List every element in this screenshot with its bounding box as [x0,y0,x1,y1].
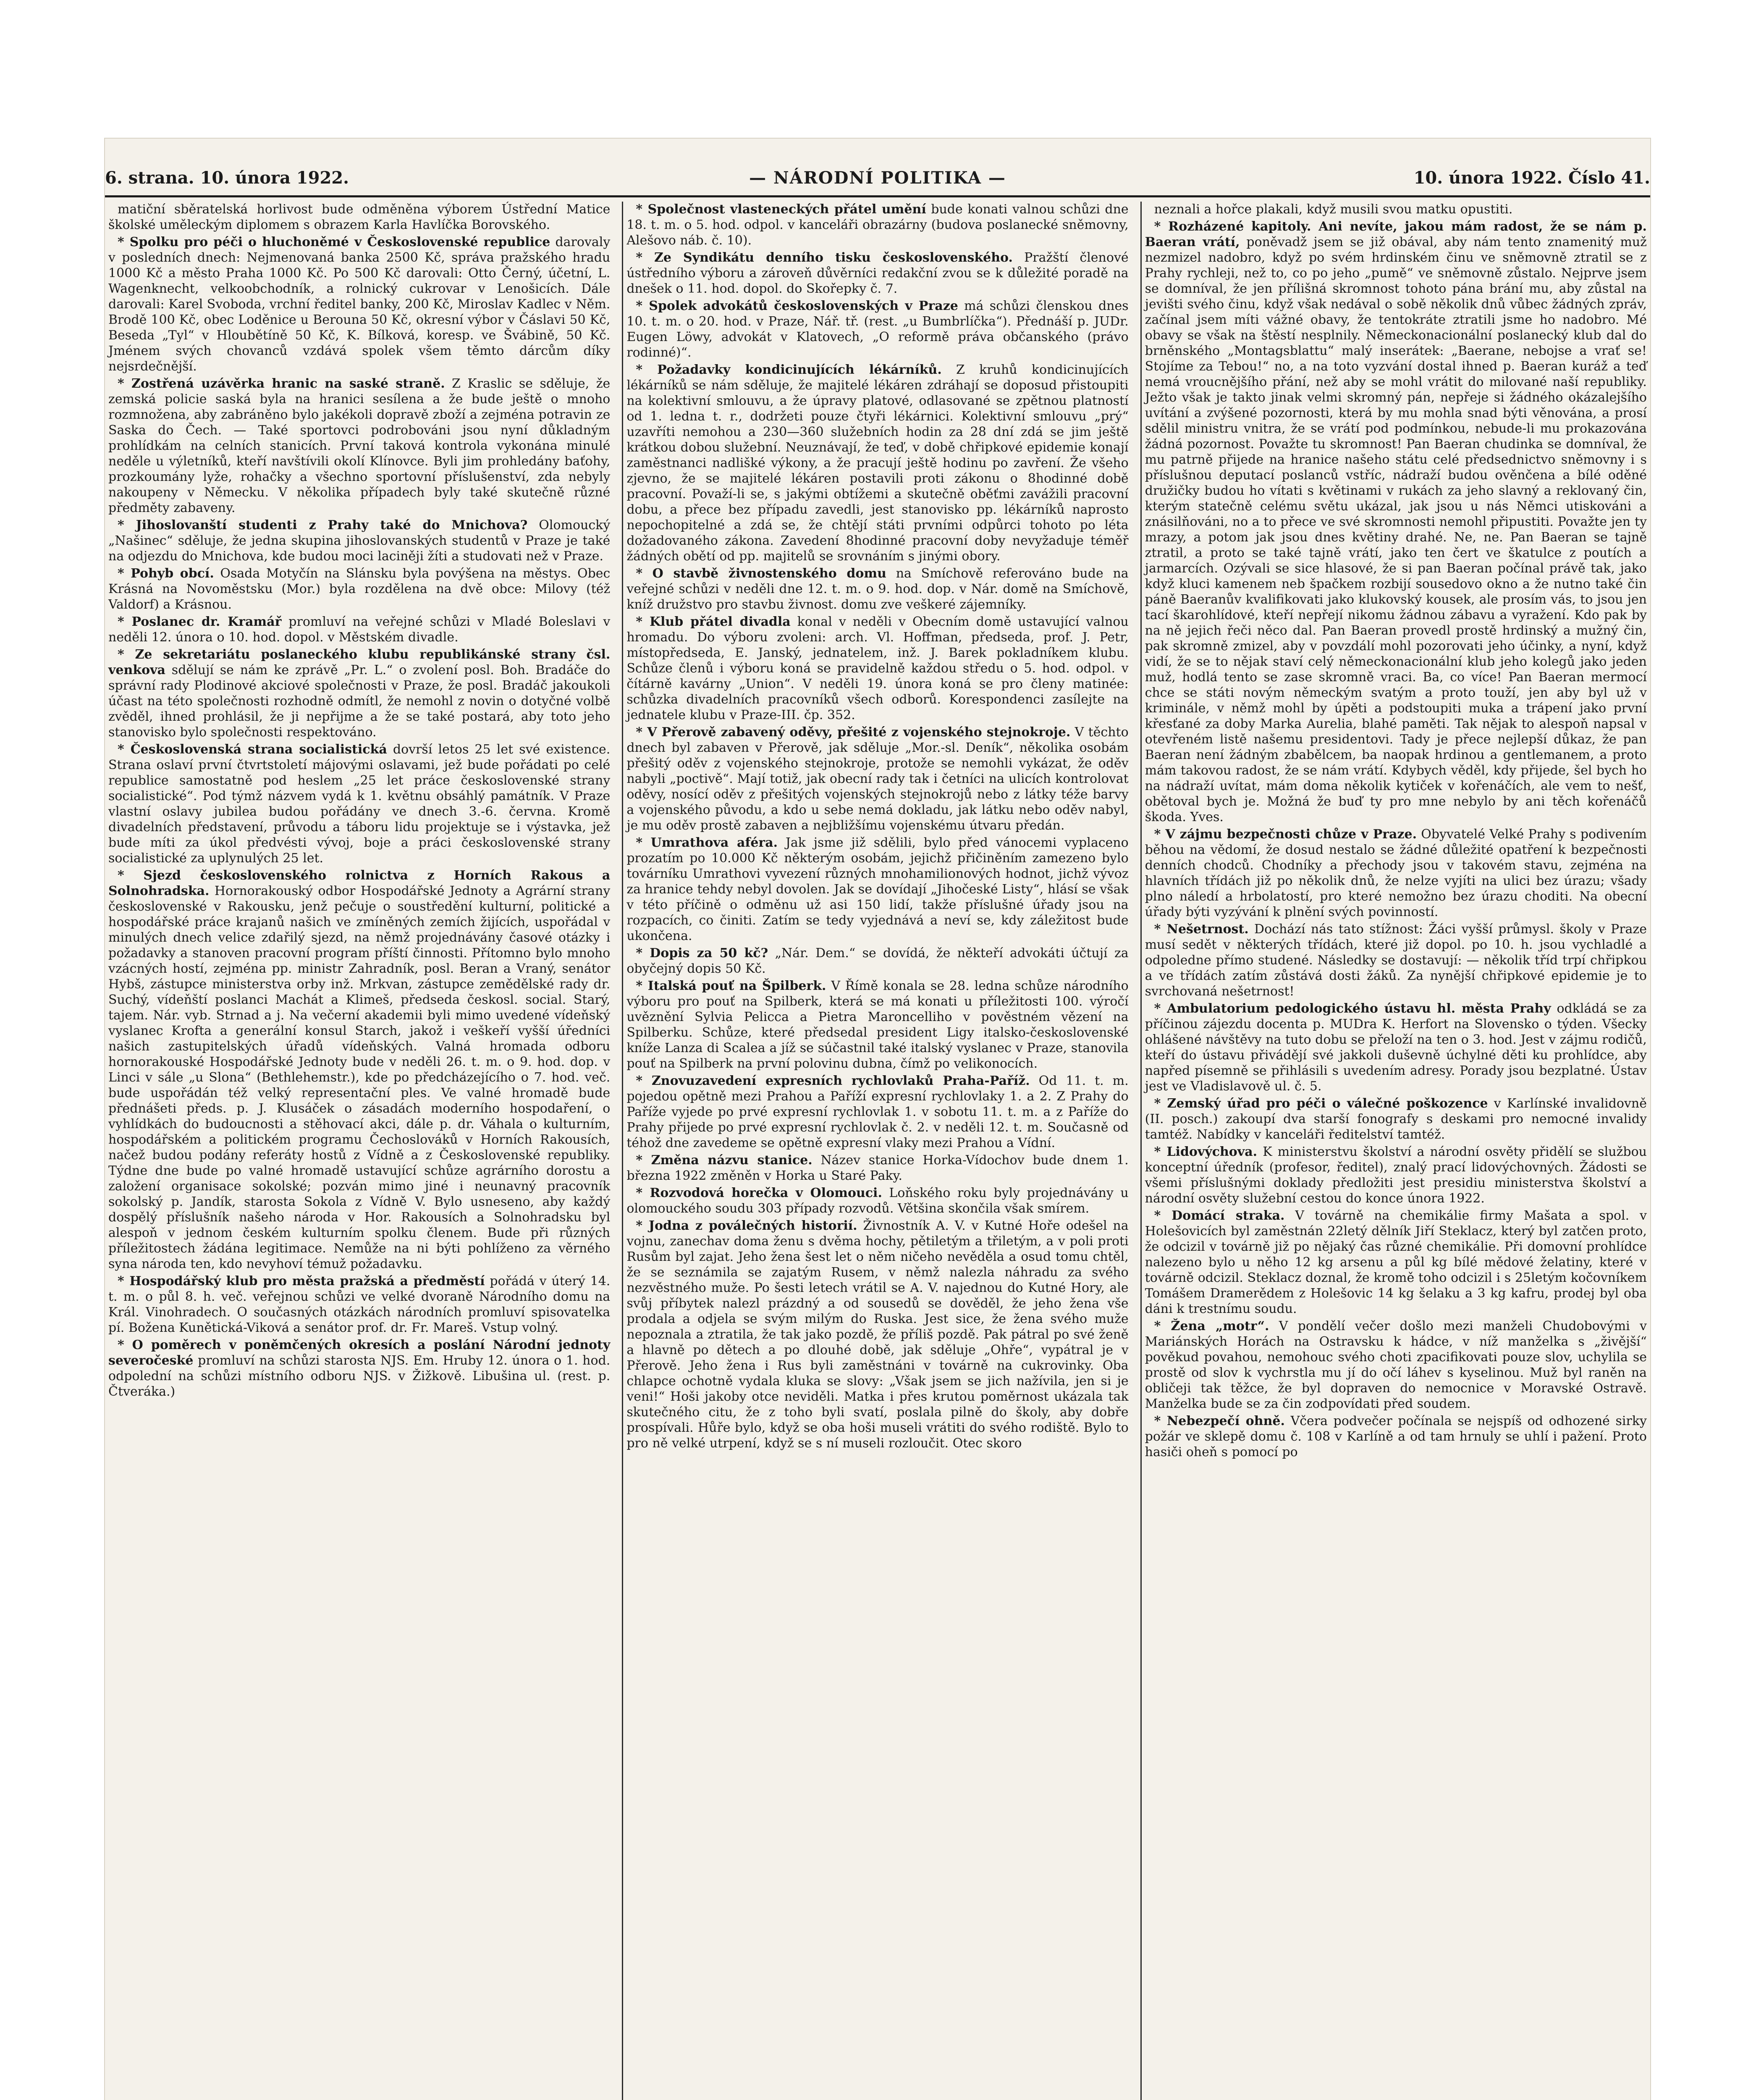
article-paragraph [626,298,1128,360]
article-text: sdělují se nám ke zprávě „Pr. L.“ o zvolení posl. Boh. Bradáče do správní rady Plodinové akciové společnosti v Praze, že posl. Bradáč jakoukoli účast na této společnosti rozhodně odmítl, že nemohl z novin o dotyčné volbě zvěděl, ihned prohlásil, že ji nepřijme a že se také postará, aby toto jeho stanovisko bylo společnosti respektováno. [108,663,611,740]
article-paragraph [626,1185,1128,1216]
article-paragraph [626,945,1128,976]
article-paragraph [626,250,1128,297]
column-3 [1140,202,1650,2100]
article-heading: * Italská pouť na Špilberk. [636,979,826,993]
article-paragraph [626,978,1128,1071]
header-rule [105,195,1650,197]
article-heading: * Spolku pro péči o hluchoněmé v Československé republice [118,235,550,249]
article-heading: * V zájmu bezpečnosti chůze v Praze. [1154,827,1417,842]
article-heading: * Umrathova aféra. [636,835,778,850]
article-heading: * Lidovýchova. [1154,1144,1258,1159]
header-masthead: — NÁRODNÍ POLITIKA — [749,168,1006,188]
article-text: konal v neděli v Obecním domě ustavující valnou hromadu. Do výboru zvoleni: arch. Vl. Hoffman, předseda, prof. J. Petr, místopředseda, E. Janský, jednatelem, inž. J. Barek pokladníkem klubu. Schůze členů i výboru koná se pravidelně každou středu o 5. hod. odpol. v čítárně kavárny „Union“. V neděli 19. února koná se pro členy matinée: schůzka divadelních pracovníků všech odborů. Korespondenci zasílejte na jednatele klubu v Praze-III. čp. 352. [626,614,1129,722]
article-text: pořádá v úterý 14. t. m. o půl 8. h. več. veřejnou schůzi ve velké dvoraně Národního domu na Král. Vinohradech. O současných otázkách národních promluví spisovatelka pí. Božena Kunětická-Viková a senátor prof. dr. Fr. Mareš. Vstup volný. [108,1274,611,1335]
article-text: Od 11. t. m. pojedou opětně mezi Prahou a Paříží expresní rychlovlaky 1. a 2. Z Prahy do Paříže vyjede po prvé expresní rychlovlak 1. v sobotu 11. t. m. a z Paříže do Prahy přijede po prvé expresní rychlovlak č. 2. v neděli 12. t. m. Současně od téhož dne zavedeme se opětně expresní vlaky mezi Prahou a Vídní. [626,1074,1129,1150]
article-text: darovaly v posledních dnech: Nejmenovaná banka 2500 Kč, správa pražského hradu 1000 Kč a město Praha 1000 Kč. Po 500 Kč darovali: Otto Černý, účetní, L. Wagenknecht, velkoobchodník, a rolnický cukrovar v Lenošicích. Dále darovali: Karel Svoboda, vrchní ředitel banky, 200 Kč, Miroslav Kadlec v Něm. Brodě 100 Kč, obec Loděnice u Berouna 50 Kč, okresní výbor v Čáslavi 50 Kč, Beseda „Tyl“ v Hloubětíně 50 Kč, K. Bílková, koresp. ve Švábině, 50 Kč. Jménem svých chovanců vzdává spolek všem těmto dárcům díky nejsrdečnější. [108,235,611,374]
article-paragraph [626,362,1128,564]
article-text: Dochází nás tato stížnost: Žáci vyšší průmysl. školy v Praze musí sedět v některých třídách, které již dopol. po 10. h. jsou vychladlé a odpoledne přímo studené. Následky se dostavují: — několik tříd trpí chřipkou a ve třídách zatím zůstává dosti žáků. Za nynější chřipkové epidemie je to svrchovaná nešetrnost! [1145,922,1647,999]
article-heading: * Domácí straka. [1154,1208,1285,1223]
article-text: dovrší letos 25 let své existence. Strana oslaví první čtvrtstoletí májovými oslavami, jež bude pořádati po celé republice samostatně pod heslem „25 let práce československé strany socialistické“. Pod týmž názvem vydá k 1. květnu obsáhlý památník. V Praze vlastní oslavy jubilea budou pořádány ve dnech 3.-6. června. Kromě divadelních představení, průvodu a táboru lidu projektuje se i výstavka, jež bude míti za úkol předvésti vývoj, boje a práci československé strany socialistické za uplynulých 25 let. [108,742,611,866]
article-text: Z Kraslic se sděluje, že zemská policie saská byla na hranici sesílena a že bude ještě o mnoho rozmnožena, aby zabráněno bylo jakékoli dopravě zboží a zejména potravin ze Saska do Čech. — Také sportovci podrobováni jsou nyní důkladným prohlídkám na celních stanicích. První taková kontrola vykonána minulé neděle u výletníků, kteří navštívili okolí Klínovce. Byli jim prohledány baťohy, prozkoumány lyže, rohačky a všechno sportovní příslušenství, zda nebyly nakoupeny v Německu. V několika případech byly také skutečně různé předměty zabaveny. [108,376,611,515]
article-heading: * O poměrech v poněmčených okresích a poslání Národní jednoty severočeské [108,1338,611,1368]
article-paragraph [108,566,610,612]
article-heading: * Spolek advokátů československých v Praze [636,299,958,313]
article-paragraph [1145,1144,1647,1206]
article-heading: * Rozvodová horečka v Olomouci. [636,1186,882,1200]
article-text: K ministerstvu školství a národní osvěty přidělí se službou konceptní úředník (profesor, ředitel), znalý prací lidovýchovných. Žádosti se všemi příslušnými doklady předložiti jest presidiu ministerstva školství a národní osvěty služební cestou do konce února 1922. [1145,1144,1647,1206]
article-text: matiční sběratelská horlivost bude odměněna výborem Ústřední Matice školské uměleckým diplomem s obrazem Karla Havlíčka Borovského. [108,202,611,232]
article-text: Živnostník A. V. v Kutné Hoře odešel na vojnu, zanechav doma ženu s dvěma hochy, pětiletým a třiletým, a v poli proti Rusům byl zajat. Jeho žena šest let o něm ničeho nevěděla a osud tomu chtěl, že se seznámila se zajatým Rusem, v němž nalezla náhradu za svého nezvěstného muže. Po šesti letech vrátil se A. V. najednou do Kutné Hory, ale svůj příbytek nalezl prázdný a od sousedů se dověděl, že jeho žena vše prodala a odjela se svým milým do Ruska. Jest sice, že žena svého muže nepoznala a ztratila, že tak jako pozdě, že příliš pozdě. Pak pátral po své ženě a hlavně po dětech a po dlouhé době, jak sděluje „Ohře“, vypátral je v Přerově. Jeho žena i Rus byli zaměstnáni v továrně na cukrovinky. Oba chlapce ochotně vydala kluka se slovy: „Však jsem se jich nažívila, jen si je veni!“ Hoši jakoby otce neviděli. Matka i přes krutou poměrnost ukázala tak skutečného citu, že z toho byli svatí, poslala pilně do školy, aby dobře prospívali. Hůře bylo, když se oba hoši museli vrátiti do svého rodiště. Bylo to pro ně velké utrpení, když se s ní museli rozloučit. Otec skoro [626,1218,1129,1451]
article-heading: * Ze sekretariátu poslaneckého klubu republikánské strany čsl. venkova [108,647,611,677]
article-paragraph [108,742,610,866]
article-heading: * Jodna z poválečných historií. [636,1218,857,1233]
article-text: Z kruhů kondicinujících lékárníků se nám sděluje, že majitelé lékáren zdráhají se doposud přistoupiti na kolektivní smlouvu, a že úpravy platové, odlasované se zpětnou platností od 1. ledna t. r., dodržeti pouze čtyři lékárnici. Kolektivní smlouvu „prý“ uzavříti nemohou a 230—360 služebních hodin za 28 dní zdá se jim ještě krátkou dobou služební. Neuznávají, že teď, v době chřipkové epidemie konají zaměstnanci nadlišké výkony, a že pracují ještě hodinu po zavření. Že všeho zjevno, že se majitelé lékáren postavili proti zákonu o 8hodinné době pracovní. Považí-li se, s jakými obtížemi a skutečně oběťmi zavážili pracovní dobu, a přece bez případu zavedli, jest stanovisko pp. lékárníků naprosto nepochopitelné a zdá se, že chtějí státi prvními odpůrci tohoto po léta dožadovaného zákona. Zavedení 8hodinné pracovní doby nevyžaduje téměř žádných obětí od pp. majitelů se srovnáním s jinými obory. [626,362,1129,564]
article-paragraph [1145,921,1647,999]
article-paragraph [108,1337,610,1399]
article-text: promluví na schůzi starosta NJS. Em. Hruby 12. února o 1. hod. odpolední na schůzi místního odboru NJS. v Žižkově. Libušina ul. (rest. p. Čtveráka.) [108,1353,611,1399]
article-heading: * Poslanec dr. Kramář [118,614,282,629]
article-heading: * Pohyb obcí. [118,566,214,581]
article-heading: * Jihoslovanští studenti z Prahy také do Mnichova? [118,518,528,533]
article-text: v Karlínské invalidovně (II. posch.) zakoupí dva starší fonografy s deskami pro nemocné invalidy tamtéž. Nabídky v kanceláři ředitelství tamtéž. [1145,1096,1647,1142]
article-text: Název stanice Horka-Vídochov bude dnem 1. března 1922 změněn v Horka u Staré Paky. [626,1153,1129,1183]
article-text: Osada Motyčín na Slánsku byla povýšena na městys. Obec Krásná na Novoměstsku (Mor.) byla rozdělena na dvě obce: Milovy (též Valdorf) a Krásnou. [108,566,611,612]
article-heading: * O stavbě živnostenského domu [636,566,886,581]
article-text: Obyvatelé Velké Prahy s podivením běhou na vědomí, že dosud nestalo se žádné důležité opatření k bezpečnosti denních chodců. Chodníky a přechody jsou v takovém stavu, zejména na hlavních třídách již po několik dnů, že nelze vyjíti na ulici bez úrazu; všady plno náledí a hrbolatostí, pro které nemožno bez úrazu choditi. Na obecní úřady býti vyzývání k plnění svých povinností. [1145,827,1647,919]
article-text: V Římě konala se 28. ledna schůze národního výboru pro pouť na Spilberk, která se má konati u příležitosti 100. výročí uvěznění Sylvia Pelicca a Pietra Maroncelliho v pověstném vězení na Spilberku. Schůze, které předsedal president Ligy italsko-československé kníže Lanza di Scalea a jíž se súčastnil také italský vyslanec v Praze, stanovila pouť na Spilberk na první polovinu dubna, čímž po velikonocích. [626,979,1129,1071]
article-paragraph [626,1073,1128,1151]
article-paragraph [626,202,1128,248]
article-heading: * Zostřená uzávěrka hranic na saské straně. [118,376,445,391]
article-paragraph [108,376,610,516]
article-text: Olomoucký „Našinec“ sděluje, že jedna skupina jihoslovanských studentů v Praze je také na odjezdu do Mnichova, kde budou moci laciněji žíti a studovati než v Praze. [108,518,611,564]
article-paragraph [626,566,1128,612]
page-header [105,168,1650,193]
article-paragraph [1145,1096,1647,1142]
article-paragraph [626,835,1128,944]
article-text: V továrně na chemikálie firmy Mašata a spol. v Holešovicích byl zaměstnán 22letý dělník Jiří Steklacz, který byl zatčen proto, že odcizil v továrně již po nějaký čas různé chemikálie. Při domovní prohlídce nalezeno bylo u něho 12 kg arsenu a půl kg bílé mědové želatiny, které v továrně odcizil. Steklacz doznal, že kromě toho odcizil i s 25letým kočovníkem Tomášem Dramerědem z Holešovic 14 kg šelaku a 3 kg kafru, prodej byl oba dáni k trestnímu soudu. [1145,1208,1647,1316]
article-heading: * Ambulatorium pedologického ústavu hl. města Prahy [1154,1001,1551,1016]
article-text: má schůzi členskou dnes 10. t. m. o 20. hod. v Praze, Nář. tř. (rest. „u Bumbrlíčka“). Přednáší p. JUDr. Eugen Löwy, advokát v Klatovech, „O reformě práva občanského (právo rodinné)“. [626,299,1129,360]
article-text: Pražští členové ústředního výboru a zároveň důvěrníci redakční zvou se k důležité poradě na dnešek o 11. hod. dopol. do Skořepky č. 7. [626,250,1129,296]
article-heading: * Požadavky kondicinujících lékárníků. [636,362,942,377]
article-paragraph [1145,1318,1647,1412]
article-heading: * Sjezd československého rolnictva z Horních Rakous a Solnohradska. [108,868,611,898]
article-paragraph [108,202,610,233]
article-paragraph [1145,827,1647,920]
column-2 [622,202,1132,2100]
article-columns [105,202,1650,2100]
article-heading: * Nebezpečí ohně. [1154,1414,1285,1428]
header-page-date: 6. strana. 10. února 1922. [105,168,349,188]
article-paragraph [1145,1413,1647,1460]
article-text: odkládá se za příčinou zájezdu docenta p. MUDra K. Herfort na Slovensko o týden. Všecky ohlášené návštěvy na tuto dobu se přeloží na ten o 3. hod. Jest v zájmu rodičů, kteří do ústavu přivádějí své jakkoli duševně úchylné děti ku prohlídce, aby napřed písemně se přihlásili s uvedením adresy. Porady jsou bezplatné. Ústav jest ve Vladislavově ul. č. 5. [1145,1001,1647,1094]
article-text: na Smíchově referováno bude na veřejné schůzi v neděli dne 12. t. m. o 9. hod. dop. v Nár. domě na Smíchově, kníž družstvo pro stavbu živnost. domu zve veškeré zájemníky. [626,566,1129,612]
article-paragraph [108,234,610,374]
article-paragraph [108,1273,610,1336]
article-heading: * Ze Syndikátu denního tisku československého. [636,250,1013,265]
article-paragraph [108,868,610,1272]
article-heading: * Změna názvu stanice. [636,1153,812,1168]
article-heading: * Společnost vlasteneckých přátel umění [636,202,926,217]
article-paragraph [108,517,610,564]
article-text: V těchto dnech byl zabaven v Přerově, jak sděluje „Mor.-sl. Deník“, několika osobám přešitý oděv z vojenského stejnokroje, protože se nemohli vykázat, že oděv nabyli „poctivě“. Mají totiž, jak obecní rady tak i četníci na ulicích kontrolovat oděvy, nosící oděv z přešitých vojenských stejnokrojů nebo z látky téže barvy a vojenského původu, a kdo u sebe nemá dokladu, jak látku nebo oděv nabyl, je mu oděv prostě zabaven a nejbližšímu vojenskému útvaru předán. [626,725,1129,833]
article-text: poněvadž jsem se již obával, aby nám tento znamenitý muž nezmizel nadobro, když po svém hrdinském činu ve sněmovně ztratil se z Prahy rychleji, než to, co po jeho „pumě“ ve sněmovně zůstalo. Nejprve jsem se domníval, že jen přílišná skromnost tohoto pána brání mu, aby zůstal na jevišti svého činu, když však nedával o sobě několik dnů vůbec žádných zpráv, začínal jsem míti vážné obavy, že tentokráte ztratili jsme ho nadobro. Mé obavy se však na štěstí nesplnily. Německonacionální poslanecký klub dal do brněnského „Montagsblattu“ malý inserátek: „Baerane, nebojse a vrať se! Stojíme za Tebou!“ no, a na toto vyzvání dostal ihned p. Baeran kuráž a teď nemá vroucnějšího přání, než aby se mohl vrátit do milované naší republiky. Ježto však je takto jinak velmi skromný pán, nepřeje si žádného okázalejšího uvítání a zvýšené pozornosti, která by mu mohla snad býti věnována, a prosí sdělil ministru vnitra, že se vrátí pod podmínkou, nebude-li mu prokazována žádná pozornost. Považte tu skromnost! Pan Baeran chudinka se domníval, že mu patrně přijede na hranice našeho státu celé předsednictvo sněmovny i s příslušnou deputací poslanců vstříc, nádraží budou ověnčena a bílé oděné družičky budou ho vítati s květinami v rukách za jeho slavný a reklovaný čin, kterým statečně celému světu ukázal, jak jsou u nás Němci utiskováni a znásilňováni, no a to přece ve své skromnosti nemohl připustiti. Považte jen ty mrazy, a potom jak jsou dnes květiny drahé. Ne, ne. Pan Baeran se tajně ztratil, a proto se také tajně vrátí, jako ten čert ve škatulce z poutích a jarmarcích. Ozývali se sice hlasové, že si pan Baeran počínal právě tak, jako když kluci kamenem neb špačkem rozbijí sousedovo okno a že nutno také čin páně Baeranův kvalifikovati jako klukovský kousek, ale prosím vás, to jsou jen tací škarohlídové, kteří nepřejí nikomu žádnou zábavu a vyražení. Kdo pak by na ně jejich řeči něco dal. Pan Baeran provedl prostě hrdinský a mužný čin, pak skromně zmizel, aby v povzdálí mohl pozorovati jeho účinky, a nyní, když vidí, že se to nějak staví celý německonacionální klub jeho kolegů jako jeden muž, hodlá tento se zase skromně vraci. Ba, co více! Pan Baeran mermocí chce se státi novým německým svatým a proto touží, jen aby byl už v kriminále, v němž mohl by úpěti a podstoupiti muka a trápení jako první křesťané za doby Marka Aurelia, blahé paměti. Tak nějak to alespoň napsal v otevřeném listě našemu presidentovi. Tady je přece nejlepší důkaz, že pan Baeran není žádným zbabělcem, ba naopak hrdinou a gentlemanem, a proto mám takovou radost, že se nám vrátí. Kdybych věděl, kdy přijede, šel bych ho na nádraží uvítat, mám doma několik kytiček v kořenáčích, ale vem to nešť, obětoval bych je. Možná že buď ty pro mne nebylo by ani těch kořenáčů škoda. Yves. [1145,235,1647,824]
article-text: bude konati valnou schůzi dne 18. t. m. o 5. hod. odpol. v kanceláři obrazárny (budova poslanecké sněmovny, Alešovo náb. č. 10). [626,202,1129,248]
article-heading: * Rozházené kapitoly. Ani nevíte, jakou mám radost, že se nám p. Baeran vrátí, [1145,219,1647,249]
article-text: Včera podvečer počínala se nejspíš od odhozené sirky požár ve sklepě domu č. 108 v Karlíně a od tam hrnuly se uhlí i pažení. Proto hasiči oheň s pomocí po [1145,1414,1647,1460]
article-heading: * Klub přátel divadla [636,614,791,629]
article-heading: * Nešetrnost. [1154,922,1249,937]
article-paragraph [1145,219,1647,825]
article-text: V pondělí večer došlo mezi manželi Chudobovými v Mariánských Horách na Ostravsku k hádce, v níž manželka s „živější“ pověkud povahou, nemohouc svého choti zpacifikovati pouze slov, uchylila se prostě od slov k vychrstla mu jí do očí láhev s kyselinou. Muž byl raněn na obličeji tak těžce, že byl dopraven do nemocnice v Moravské Ostravě. Manželka bude se za čin zodpovídati před soudem. [1145,1319,1647,1411]
article-heading: * V Přerově zabavený oděvy, přešité z vojenského stejnokroje. [636,725,1071,740]
article-text: Loňského roku byly projednávány u olomouckého soudu 303 případy rozvodů. Většina skončila však smírem. [626,1186,1129,1216]
article-paragraph [108,647,610,740]
article-paragraph [108,614,610,645]
article-heading: * Znovuzavedení expresních rychlovlaků Praha-Paříž. [636,1074,1030,1088]
article-text: neznali a hořce plakali, když musili svou matku opustiti. [1154,202,1513,217]
article-paragraph [1145,1208,1647,1317]
article-paragraph [626,1218,1128,1451]
header-date-issue: 10. února 1922. Číslo 41. [1413,168,1650,188]
article-text: promluví na veřejné schůzi v Mladé Boleslavi v neděli 12. února o 10. hod. dopol. v Městském divadle. [108,614,611,645]
article-text: „Nár. Dem.“ se dovídá, že někteří advokáti účtují za obyčejný dopis 50 Kč. [626,946,1129,976]
newspaper-page [105,139,1650,2100]
article-paragraph [626,614,1128,723]
article-text: Hornorakouský odbor Hospodářské Jednoty a Agrární strany československé v Rakousku, jenž pečuje o soustředění kulturní, politické a hospodářské práce krajanů našich ve zmíněných zemích žijících, uspořádal v minulých dnech velice zdařilý sjezd, na němž projednávány časové otázky i požadavky a stanoven pracovní program příští činnosti. Přítomno bylo mnoho vzácných hostí, zejména pp. ministr Zahradník, posl. Beran a Vraný, senátor Hybš, zástupce ministerstva orby inž. Mrkvan, zástupce zemědělské rady dr. Suchý, vídeňští poslanci Machát a Klimeš, předseda českosl. social. Starý, tajem. Nár. vyb. Strnad a j. Na večerní akademii byli mimo uvedené vídeňský vyslanec Krofta a generální konsul Starch, jakož i veškeří vyšší úředníci našich zastupitelských úřadů vídeňských. Valná hromada odboru hornorakouské Hospodářské Jednoty bude v neděli 26. t. m. o 9. hod. dop. v Linci v sále „u Slona“ (Bethlehemstr.), kde po předcházejícího o 7. hod. več. bude uspořádán též velký representační ples. Ve valné hromadě bude přednášeti předs. p. J. Klusáček o zásadách moderního hospodaření, o vyhlídkách do budoucnosti a stěhovací akci, dále p. dr. Váhala o kulturním, hospodářském a politickém programu Čechoslováků v Horních Rakousích, načež budou podány referáty hostů z Vídně a z Československé republiky. Týdne dne bude po valné hromadě ustavující schůze agrárního dorostu a založení organisace sokolské; pozván mimo jiné i neunavný pracovník sokolský p. Jandík, starosta Sokola z Vídně V. Bylo usneseno, aby každý dospělý příslušník našeho národa v Hor. Rakousích a Solnohradsku byl alespoň v jednom českém kulturním spolku členem. Bude při různých příležitostech žádána legitimace. Nemůže na ni býti pohlíženo za věrného syna národa ten, kdo nevyhoví témuž požadavku. [108,884,611,1271]
article-paragraph [626,724,1128,833]
article-heading: * Dopis za 50 kč? [636,946,768,961]
article-paragraph [1145,1001,1647,1094]
article-paragraph [626,1152,1128,1184]
column-1 [105,202,613,2100]
article-text: Jak jsme již sdělili, bylo před vánocemi vyplaceno prozatím po 10.000 Kč některým osobám, jejichž přičiněním zamezeno bylo továrníku Umrathovi vyvezení různých mnohamilionových hodnot, jichž vývoz za hranice tehdy nebyl dovolen. Jak se dovídají „Jihočeské Listy“, hlásí se však v této příčině o odměnu už asi 150 lidí, takže příslušné úřady jsou na rozpacích, co činiti. Zatím se tedy vyjednává a neví se, kdy záležitost bude ukončena. [626,835,1129,943]
article-heading: * Hospodářský klub pro města pražská a předměstí [118,1274,485,1289]
article-heading: * Zemský úřad pro péči o válečné poškozence [1154,1096,1488,1111]
article-paragraph [1145,202,1647,217]
article-heading: * Československá strana socialistická [118,742,387,757]
article-heading: * Žena „motr“. [1154,1319,1269,1334]
